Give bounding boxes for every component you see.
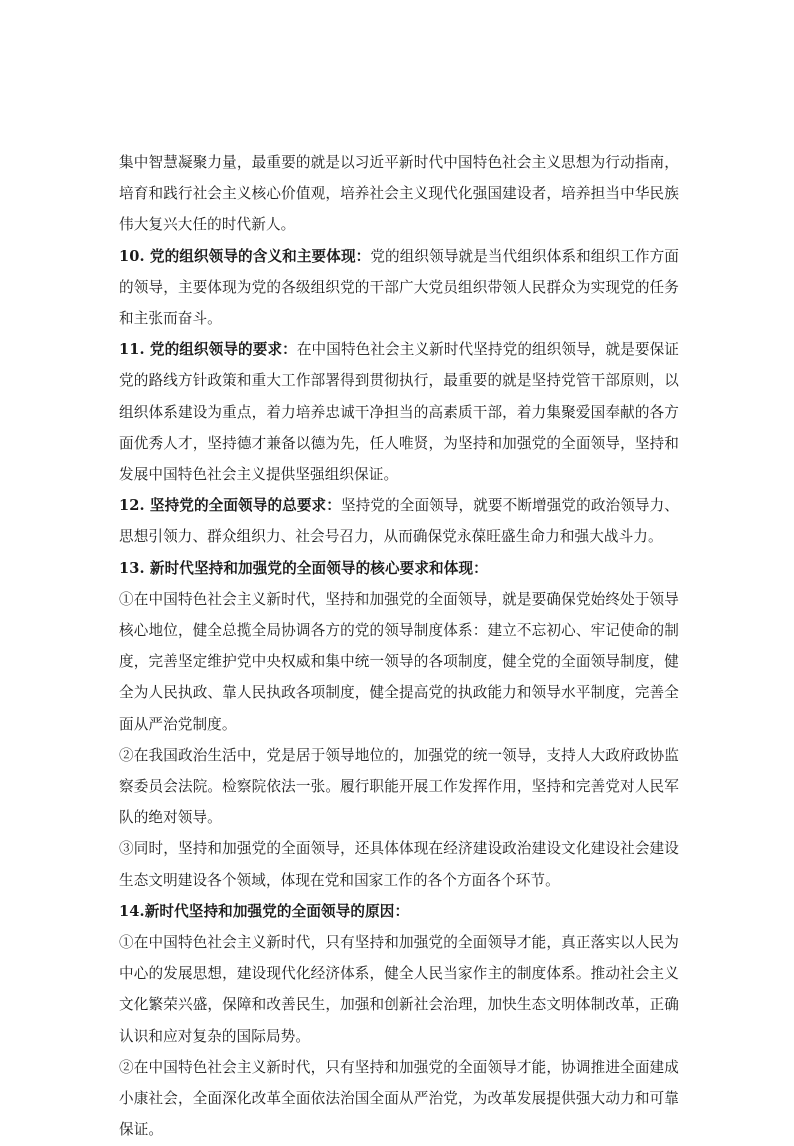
paragraph-item-11 xyxy=(119,334,679,490)
item-heading: 12. 坚持党的全面领导的总要求： xyxy=(119,497,341,515)
paragraph-13-point-3 xyxy=(119,833,679,895)
item-heading: 13. 新时代坚持和加强党的全面领导的核心要求和体现： xyxy=(119,559,488,577)
paragraph-13-point-1 xyxy=(119,584,679,740)
item-heading: 14.新时代坚持和加强党的全面领导的原因： xyxy=(119,902,410,920)
document-body xyxy=(119,147,679,1146)
paragraph-intro xyxy=(119,147,679,241)
paragraph-14-point-2 xyxy=(119,1052,679,1146)
paragraph-item-13 xyxy=(119,553,679,584)
item-heading: 10. 党的组织领导的含义和主要体现： xyxy=(119,247,371,265)
point-text: ②在我国政治生活中，党是居于领导地位的，加强党的统一领导，支持人大政府政协监察委员会法院。检察院依法一张。履行职能开展工作发挥作用，坚持和完善党对人民军队的绝对领导。 xyxy=(119,746,679,827)
point-text: ②在中国特色社会主义新时代，只有坚持和加强党的全面领导才能，协调推进全面建成小康社会，全面深化改革全面依法治国全面从严治党，为改革发展提供强大动力和可靠保证。 xyxy=(119,1058,679,1139)
point-text: ①在中国特色社会主义新时代，只有坚持和加强党的全面领导才能，真正落实以人民为中心的发展思想，建设现代化经济体系，健全人民当家作主的制度体系。推动社会主义文化繁荣兴盛，保障和改善民生，加强和创新社会治理，加快生态文明体制改革，正确认识和应对复杂的国际局势。 xyxy=(119,934,679,1045)
paragraph-13-point-2 xyxy=(119,740,679,834)
item-heading: 11. 党的组织领导的要求： xyxy=(119,341,297,359)
paragraph-item-10 xyxy=(119,241,679,335)
point-text: ③同时，坚持和加强党的全面领导，还具体体现在经济建设政治建设文化建设社会建设生态文明建设各个领域，体现在党和国家工作的各个方面各个环节。 xyxy=(119,840,679,889)
item-text: 党的组织领导就是当代组织体系和组织工作方面的领导，主要体现为党的各级组织党的干部广大党员组织带领人民群众为实现党的任务和主张而奋斗。 xyxy=(119,247,679,328)
item-text: 坚持党的全面领导，就要不断增强党的政治领导力、思想引领力、群众组织力、社会号召力，从而确保党永葆旺盛生命力和强大战斗力。 xyxy=(119,497,679,546)
paragraph-text: 集中智慧凝聚力量，最重要的就是以习近平新时代中国特色社会主义思想为行动指南，培育和践行社会主义核心价值观，培养社会主义现代化强国建设者，培养担当中华民族伟大复兴大任的时代新人。 xyxy=(119,154,679,234)
paragraph-item-14 xyxy=(119,896,679,927)
item-text: 在中国特色社会主义新时代坚持党的组织领导，就是要保证党的路线方针政策和重大工作部署得到贯彻执行，最重要的就是坚持党管干部原则，以组织体系建设为重点，着力培养忠诚干净担当的高素质干部，着力集聚爱国奉献的各方面优秀人才，坚持德才兼备以德为先，任人唯贤，为坚持和加强党的全面领导，坚持和发展中国特色社会主义提供坚强组织保证。 xyxy=(119,341,679,484)
paragraph-item-12 xyxy=(119,490,679,552)
paragraph-14-point-1 xyxy=(119,927,679,1052)
point-text: ①在中国特色社会主义新时代，坚持和加强党的全面领导，就是要确保党始终处于领导核心地位，健全总揽全局协调各方的党的领导制度体系：建立不忘初心、牢记使命的制度，完善坚定维护党中央权威和集中统一领导的各项制度，健全党的全面领导制度，健全为人民执政、靠人民执政各项制度，健全提高党的执政能力和领导水平制度，完善全面从严治党制度。 xyxy=(119,590,679,733)
